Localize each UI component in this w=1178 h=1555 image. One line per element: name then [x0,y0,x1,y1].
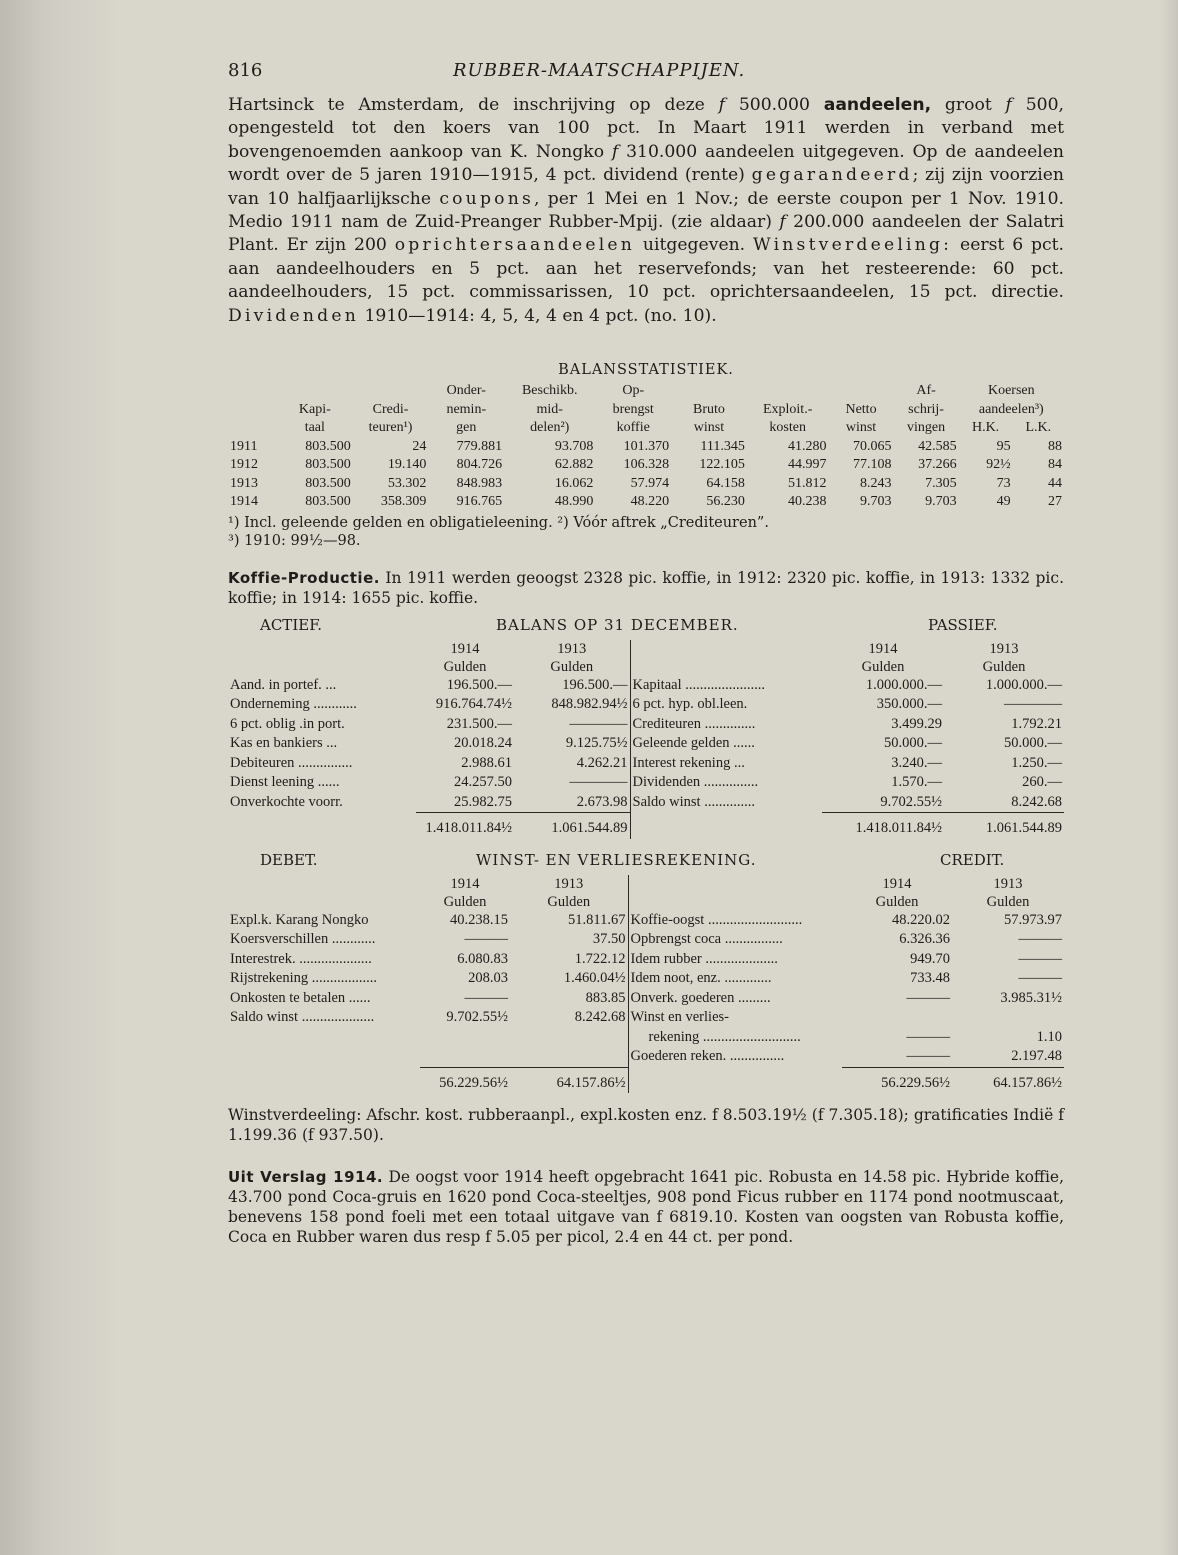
balance-row: Aand. in portef. ... 196.500.— 196.500.— Kapitaal ...................... 1.000.000.— 1.000.000.— [228,676,1064,696]
stats-row: 1912 803.500 19.140 804.726 62.882 106.328 122.105 44.997 77.108 37.266 92½ 84 [230,457,1062,473]
profit-loss-row: Onkosten te betalen ...... ——— 883.85 Onverk. goederen ......... ——— 3.985.31½ [228,989,1064,1009]
balance-row: 6 pct. oblig .in port. 231.500.— ———— Crediteuren .............. 3.499.29 1.792.21 [228,715,1064,735]
profit-loss-row: Saldo winst .................... 9.702.55½ 8.242.68 Winst en verlies- [228,1008,1064,1028]
profit-loss-table: 1914 1913 1914 1913 Gulden Gulden Gulden Gulden Expl.k. Karang Nongko 40.238.15 51.811.67 Koffie-oogst .......................... 48.220.02 57.973.97 Koersverschillen ............ ——— 37.50 Opbrengst coca ................ 6.326.36 ——— Interestrek. .................... 6.080.83 1.722.12 Idem rubber .................... 949.70 ——— Rijstrekening .................. 208.03 1.460.04½ Idem noot, enz. ............. 733.48 ——— Onkosten te betalen ...... ——— 883.85 Onverk. goederen ......... ——— 3.985.31½ Saldo winst .................... 9.702.55½ 8.242.68 Winst en verlies- rekening ........................... ——— 1.10 Goederen reken. ............... ——— 2.197.48 56.229.56½ 64.157.86½ 56.229.56½ 64.157.86½ [228,875,1064,1094]
balance-row: Debiteuren ............... 2.988.61 4.262.21 Interest rekening ... 3.240.— 1.250.— [228,754,1064,774]
balans-title: BALANS OP 31 DECEMBER. [496,615,739,634]
verslag-heading: Uit Verslag 1914. [228,1168,384,1187]
book-spine-shadow [0,0,120,1555]
intro-paragraph: Hartsinck te Amsterdam, de inschrijving op deze f 500.000 aandeelen, groot f 500, opengesteld tot den koers van 100 pct. In Maart 1911 werden in verband met bovengenoemden aankoop van K. Nongko f 310.000 aandeelen uitgegeven. Op de aandeelen wordt over de 5 jaren 1910—1915, 4 pct. dividend (rente) gegarandeerd; zij zijn voorzien van 10 halfjaarlijksche coupons, per 1 Mei en 1 Nov.; de eerste coupon per 1 Nov. 1910. Medio 1911 nam de Zuid-Preanger Rubber-Mpij. (zie aldaar) f 200.000 aandeelen der Salatri Plant. Er zijn 200 oprichtersaandeelen uitgegeven. Winstverdeeling: eerst 6 pct. aan aandeelhouders en 5 pct. aan het reservefonds; van het resteerende: 60 pct. aandeelhouders, 15 pct. commissarissen, 10 pct. oprichtersaandeelen, 15 pct. directie. Dividenden 1910—1914: 4, 5, 4, 4 en 4 pct. (no. 10). [228,95,1064,326]
balance-total-row: 1.418.011.84½ 1.061.544.89 1.418.011.84½ 1.061.544.89 [228,813,1064,839]
stats-row: 1911 803.500 24 779.881 93.708 101.370 111.345 41.280 70.065 42.585 95 88 [230,438,1062,454]
running-title: RUBBER-MAATSCHAPPIJEN. [453,60,746,81]
profit-loss-row: rekening ........................... ——— 1.10 [228,1028,1064,1048]
actief-label: ACTIEF. [260,615,323,634]
winstverdeeling-note: Winstverdeeling: Afschr. kost. rubberaanpl., expl.kosten enz. f 8.503.19½ (f 7.305.18); gratificaties Indië f 1.199.36 (f 937.50). [228,1106,1064,1145]
stats-header-row-1: Onder- Beschikb. Op- Af- Koersen [446,383,1035,399]
debet-label: DEBET. [260,850,318,869]
stats-header-row-2: Kapi- Credi- nemin- mid- brengst Bruto Exploit.- Netto schrij- aandeelen³) [298,401,1044,417]
balance-statistics-table [228,382,1064,512]
winst-title: WINST- EN VERLIESREKENING. [476,850,757,869]
profit-loss-row: Rijstrekening .................. 208.03 1.460.04½ Idem noot, enz. ............. 733.48 ——— [228,969,1064,989]
stats-title: BALANSSTATISTIEK. [558,362,734,379]
profit-loss-total-row: 56.229.56½ 64.157.86½ 56.229.56½ 64.157.86½ [228,1067,1064,1093]
koffie-paragraph: Koffie-Productie. In 1911 werden geoogst 2328 pic. koffie, in 1912: 2320 pic. koffie, in 1913: 1332 pic. koffie; in 1914: 1655 pic. koffie. [228,568,1064,607]
stats-row: 1913 803.500 53.302 848.983 16.062 57.974 64.158 51.812 8.243 7.305 73 44 [230,475,1062,491]
balans-title-row [228,616,1064,640]
passief-label: PASSIEF. [928,615,998,634]
page-number: 816 [228,60,263,81]
page-edge-shadow [1160,0,1178,1555]
running-header [228,60,1064,94]
balance-row: Kas en bankiers ... 20.018.24 9.125.75½ Geleende gelden ...... 50.000.— 50.000.— [228,734,1064,754]
aandeelen-heading: aandeelen, [823,95,932,115]
balance-row: Onderneming ............ 916.764.74½ 848.982.94½ 6 pct. hyp. obl.leen. 350.000.— ———— [228,695,1064,715]
profit-loss-row: Interestrek. .................... 6.080.83 1.722.12 Idem rubber .................... 949.70 ——— [228,950,1064,970]
winst-title-row [228,851,1064,875]
balance-sheet-table: 1914 1913 1914 1913 Gulden Gulden Gulden Gulden Aand. in portef. ... 196.500.— 196.500.— Kapitaal ...................... 1.000.000.— 1.000.000.— Onderneming ............ 916.764.74½ 848.982.94½ 6 pct. hyp. obl.leen. 350.000.— ———— 6 pct. oblig .in port. 231.500.— ———— Crediteuren .............. 3.499.29 1.792.21 Kas en bankiers ... 20.018.24 9.125.75½ Geleende gelden ...... 50.000.— 50.000.— Debiteuren ............... 2.988.61 4.262.21 Interest rekening ... 3.240.— 1.250.— Dienst leening ...... 24.257.50 ———— Dividenden ............... 1.570.— 260.— Onverkochte voorr. 25.982.75 2.673.98 Saldo winst .............. 9.702.55½ 8.242.68 1.418.011.84½ 1.061.544.89 1.418.011.84½ 1.061.544.89 [228,640,1064,839]
stats-row: 1914 803.500 358.309 916.765 48.990 48.220 56.230 40.238 9.703 9.703 49 27 [230,494,1062,510]
verslag-paragraph: Uit Verslag 1914. De oogst voor 1914 heeft opgebracht 1641 pic. Robusta en 14.58 pic. Hybride koffie, 43.700 pond Coca-gruis en 1620 pond Coca-steeltjes, 908 pond Ficus rubber en 1174 pond nootmuscaat, benevens 158 pond foeli met een totaal uitgave van f 6819.10. Kosten van oogsten van Robusta koffie, Coca en Rubber waren dus resp f 5.05 per picol, 2.4 en 44 ct. per pond. [228,1168,1064,1247]
balance-row: Dienst leening ...... 24.257.50 ———— Dividenden ............... 1.570.— 260.— [228,773,1064,793]
koffie-heading: Koffie-Productie. [228,568,380,587]
balance-row: Onverkochte voorr. 25.982.75 2.673.98 Saldo winst .............. 9.702.55½ 8.242.68 [228,793,1064,813]
profit-loss-row: Expl.k. Karang Nongko 40.238.15 51.811.67 Koffie-oogst .......................... 48.220.02 57.973.97 [228,911,1064,931]
stats-header-row-3: taal teuren¹) gen delen²) koffie winst kosten winst vingen H.K. L.K. [304,420,1052,436]
profit-loss-row: Koersverschillen ............ ——— 37.50 Opbrengst coca ................ 6.326.36 ——— [228,930,1064,950]
credit-label: CREDIT. [940,850,1005,869]
stats-footnote-2: ³) 1910: 99½—98. [228,532,361,549]
book-page [228,60,1064,1247]
profit-loss-row: Goederen reken. ............... ——— 2.197.48 [228,1047,1064,1067]
stats-footnote-1: ¹) Incl. geleende gelden en obligatieleening. ²) Vóór aftrek „Crediteuren”. [228,514,769,531]
